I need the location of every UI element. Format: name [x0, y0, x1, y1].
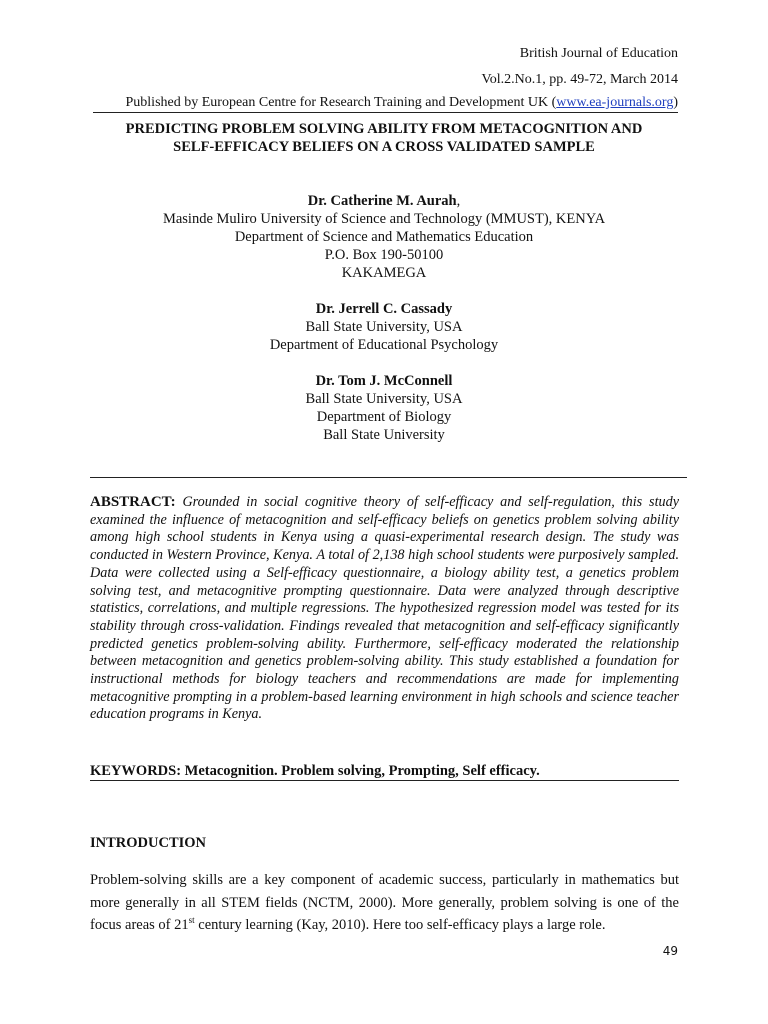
- author-list: [90, 192, 678, 462]
- author-1-name-line: [90, 192, 678, 210]
- abstract-top-rule: [90, 477, 687, 478]
- abstract-label: ABSTRACT:: [90, 494, 176, 510]
- publisher-link[interactable]: www.ea-journals.org: [556, 95, 674, 110]
- author-3-name: Dr. Tom J. McConnell: [315, 373, 453, 389]
- author-2-affiliation-2: Department of Educational Psychology: [269, 337, 499, 353]
- author-1-name-suffix: ,: [456, 193, 461, 209]
- author-2-affiliation-1: Ball State University, USA: [305, 319, 463, 335]
- publisher-suffix: ): [673, 95, 678, 110]
- journal-name: British Journal of Education: [519, 46, 678, 61]
- journal-volume: Vol.2.No.1, pp. 49-72, March 2014: [481, 72, 678, 87]
- paper-title: [90, 120, 678, 156]
- introduction-heading: INTRODUCTION: [90, 835, 207, 851]
- publisher-prefix: Published by European Centre for Research Training and Development UK (: [125, 95, 557, 110]
- author-3-affiliation-1: Ball State University, USA: [305, 391, 463, 407]
- keywords: KEYWORDS: Metacognition. Problem solving, Prompting, Self efficacy.: [90, 763, 540, 779]
- author-1-affiliation-4: KAKAMEGA: [341, 265, 427, 281]
- author-1-affiliation-3: P.O. Box 190-50100: [324, 247, 444, 263]
- author-1-name: Dr. Catherine M. Aurah: [307, 193, 457, 209]
- title-line-1: PREDICTING PROBLEM SOLVING ABILITY FROM METACOGNITION AND: [125, 121, 643, 137]
- publisher-line: [126, 95, 679, 111]
- author-3-affiliation-3: Ball State University: [323, 427, 445, 443]
- intro-superscript: st: [188, 915, 195, 926]
- keywords-rule: [90, 780, 679, 781]
- title-line-2: SELF-EFFICACY BELIEFS ON A CROSS VALIDATED SAMPLE: [173, 139, 595, 155]
- author-2: [90, 300, 678, 354]
- introduction-paragraph: [90, 869, 679, 937]
- page-number: 49: [662, 944, 678, 958]
- header-rule: [93, 112, 678, 113]
- abstract-text: Grounded in social cognitive theory of self-efficacy and self-regulation, this study examined the influence of metacognition and self-efficacy beliefs on genetics problem solving ability among high school students in Kenya using a quasi-experimental research design. The study was conducted in Western Province, Kenya. A total of 2,138 high school students were purposively sampled. Data were collected using a Self-efficacy questionnaire, a biology ability test, a genetics problem solving test, and metacognitive prompting questionnaire. Data were analyzed through descriptive statistics, correlations, and multiple regressions. The hypothesized regression model was tested for its stability through cross-validation. Findings revealed that metacognition and self-efficacy significantly predicted genetics problem-solving ability. Furthermore, self-efficacy moderated the relationship between metacognition and genetics problem-solving ability. This study established a foundation for instructional methods for biology teachers and recommendations are made for implementing metacognitive prompting in a problem-based learning environment in high schools and science teacher education programs in Kenya.: [90, 494, 680, 723]
- author-3: [90, 372, 678, 444]
- intro-text-1: Problem-solving skills are a key component of academic success, particularly in mathematics but more generally in all STEM fields (NCTM, 2000). More generally, problem solving is one of the focus areas of 21: [90, 872, 679, 933]
- author-1: [90, 192, 678, 282]
- intro-text-2: century learning (Kay, 2010). Here too self-efficacy plays a large role.: [194, 917, 606, 933]
- author-1-affiliation-1: Masinde Muliro University of Science and Technology (MMUST), KENYA: [162, 211, 606, 227]
- author-2-name: Dr. Jerrell C. Cassady: [315, 301, 453, 317]
- abstract: [90, 494, 679, 724]
- author-3-affiliation-2: Department of Biology: [316, 409, 452, 425]
- author-1-affiliation-2: Department of Science and Mathematics Education: [234, 229, 534, 245]
